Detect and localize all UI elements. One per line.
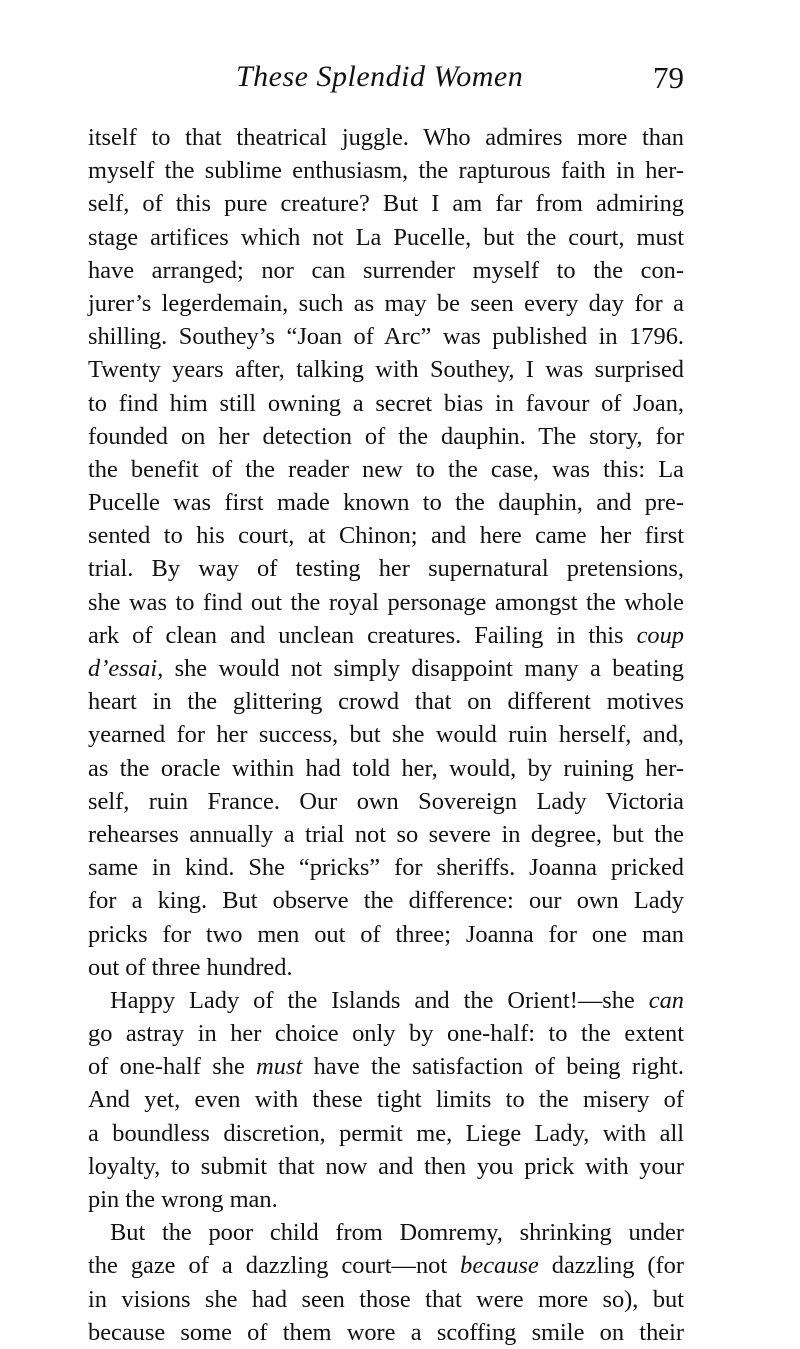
text-line: rehearses annually a trial not so severe in degree, but the (88, 820, 684, 848)
text-line: self, of this pure creature? But I am far from admiring (88, 190, 684, 218)
text-line: sented to his court, at Chinon; and here came her first (88, 522, 684, 550)
text-line: the gaze of a dazzling court—not because dazzling (for (88, 1252, 684, 1280)
text-line: the benefit of the reader new to the case, was this: La (88, 455, 684, 483)
text-line: out of three hundred. (88, 953, 293, 981)
text-line: loyalty, to submit that now and then you prick with your (88, 1152, 684, 1180)
text-line: trial. By way of testing her supernatural pretensions, (88, 555, 684, 583)
text-line: stage artifices which not La Pucelle, but the court, must (88, 223, 684, 251)
text-line: to find him still owning a secret bias in favour of Joan, (88, 389, 684, 417)
text-line: ark of clean and unclean creatures. Failing in this coup (88, 621, 684, 649)
italic-phrase: because (460, 1252, 539, 1280)
body-text (88, 121, 684, 1349)
text-line: Twenty years after, talking with Southey, I was surprised (88, 356, 684, 384)
text-line: for a king. But observe the difference: our own Lady (88, 887, 684, 915)
text-line: pricks for two men out of three; Joanna for one man (88, 920, 684, 948)
text-line: Happy Lady of the Islands and the Orient!—she can (110, 986, 684, 1014)
page-header (88, 60, 684, 100)
text-line: And yet, even with these tight limits to the misery of (88, 1086, 684, 1114)
text-line: itself to that theatrical juggle. Who admires more than (88, 124, 684, 151)
text-line: have arranged; nor can surrender myself to the con- (88, 256, 684, 284)
text-line: d’essai, she would not simply disappoint many a beating (88, 655, 684, 682)
text-line: go astray in her choice only by one-half: to the extent (88, 1020, 684, 1048)
text-line: shilling. Southey’s “Joan of Arc” was published in 1796. (88, 323, 684, 351)
text-line: same in kind. She “pricks” for sheriffs. Joanna pricked (88, 854, 684, 882)
text-line: as the oracle within had told her, would, by ruining her- (88, 754, 684, 782)
running-title: These Splendid Women (236, 60, 524, 93)
text-line: founded on her detection of the dauphin. The story, for (88, 422, 684, 450)
text-line: Pucelle was first made known to the dauphin, and pre- (88, 489, 684, 517)
text-line: because some of them wore a scoffing smile on their (88, 1318, 684, 1346)
text-line: a boundless discretion, permit me, Liege Lady, with all (88, 1119, 684, 1147)
text-line: she was to find out the royal personage amongst the whole (88, 588, 684, 616)
italic-phrase: must (256, 1053, 303, 1081)
italic-phrase: coup (636, 621, 684, 649)
text-line: myself the sublime enthusiasm, the rapturous faith in her- (88, 157, 684, 185)
text-line: But the poor child from Domremy, shrinking under (110, 1219, 684, 1247)
text-line: heart in the glittering crowd that on different motives (88, 688, 684, 716)
text-line: jurer’s legerdemain, such as may be seen every day for a (88, 289, 684, 317)
text-line: in visions she had seen those that were more so), but (88, 1285, 684, 1313)
page-number: 79 (653, 60, 684, 95)
text-line: yearned for her success, but she would ruin herself, and, (88, 721, 684, 749)
text-line: of one-half she must have the satisfaction of being right. (88, 1053, 684, 1081)
italic-phrase: d’essai, (88, 655, 164, 682)
italic-phrase: can (648, 986, 684, 1014)
text-line: pin the wrong man. (88, 1186, 278, 1213)
text-line: self, ruin France. Our own Sovereign Lady Victoria (88, 787, 684, 815)
